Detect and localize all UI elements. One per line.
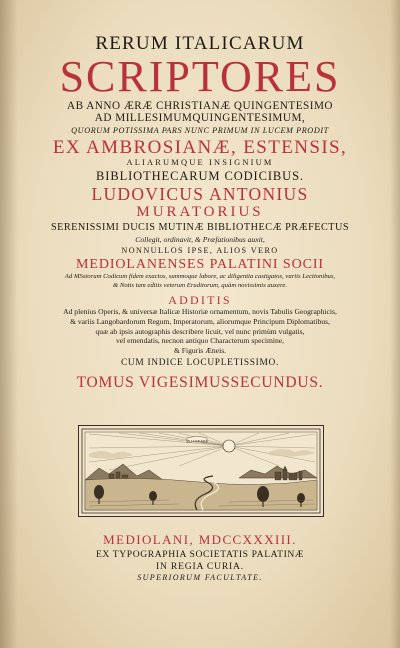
title-line-autographis: quæ ab ipsis autographis describere licuit, vel nunc primùm vulgatis, — [95, 326, 305, 336]
author-line-ludovicus: LUDOVICUS ANTONIUS — [91, 183, 309, 204]
imprint-permission: SUPERIORUM FACULTATE. — [137, 573, 263, 583]
imprint-block — [20, 533, 380, 582]
title-line-aliarumque: ALIARUMQUE INSIGNIUM — [126, 157, 274, 167]
title-line-rerum: RERUM ITALICARUM — [95, 33, 305, 54]
sun-icon — [223, 440, 235, 452]
author-title-line: SERENISSIMI DUCIS MUTINÆ BIBLIOTHECÆ PRÆFECTUS — [50, 222, 350, 234]
title-line-emendatis: vel emendatis, necnon antiquo Characterum specimine, — [115, 336, 285, 346]
title-line-cum-indice: CUM INDICE LOCUPLETISSIMO. — [120, 358, 280, 369]
title-line-nonnullos: NONNULLOS IPSE, ALIOS VERO — [121, 245, 279, 255]
engraving-banner-text: IN LUCE MIA — [186, 438, 208, 443]
spine-shadow — [0, 0, 18, 648]
title-line-ad-millesimum: AD MILLESIMUMQUINGENTESIMUM, — [94, 112, 306, 125]
imprint-location: IN REGIA CURIA. — [156, 560, 244, 572]
title-line-mediolanenses: MEDIOLANENSES PALATINI SOCII — [76, 257, 324, 273]
engraving-vignette — [78, 425, 324, 517]
edge-shadow — [390, 0, 400, 648]
title-line-scriptores: SCRIPTORES — [59, 52, 341, 101]
imprint-place-date: MEDIOLANI, MDCCXXXIII. — [103, 532, 297, 547]
author-line-muratorius: MURATORIUS — [136, 204, 264, 221]
title-line-collegit: Collegit, ordinavit, & Præfationibus auxit, — [135, 235, 265, 245]
title-line-bibliothecarum: BIBLIOTHECARUM CODICIBUS. — [96, 169, 304, 184]
title-line-ad-msstorum: Ad MSstorum Codicum fidem exactos, summoque labore, ac diligentia castigatos, variis Lectionibus, — [64, 273, 336, 281]
title-line-quorum: QUORUM POTISSIMA PARS NUNC PRIMUM IN LUCEM PRODIT — [71, 126, 329, 136]
engraved-landscape-icon — [79, 426, 323, 516]
imprint-printer: EX TYPOGRAPHIA SOCIETATIS PALATINÆ — [95, 549, 305, 560]
title-line-notis: & Notis tam editis veterum Eruditorum, quàm novissimis auxere. — [113, 281, 287, 289]
title-block — [20, 34, 380, 390]
title-line-figuris: & Figuris Æneis. — [173, 345, 227, 355]
title-line-ad-plenius: Ad plenius Operis, & universæ Italicæ Historiæ ornamentum, novis Tabulis Geographicis, — [63, 307, 337, 317]
volume-line-tomus: TOMUS VIGESIMUSSECUNDUS. — [76, 373, 324, 391]
title-line-ex-ambrosianae: EX AMBROSIANÆ, ESTENSIS, — [52, 136, 348, 158]
title-line-ab-anno: AB ANNO ÆRÆ CHRISTIANÆ QUINGENTESIMO — [67, 100, 333, 112]
title-line-langobardorum: & variis Langobardorum Regum, Imperatorum, aliorumque Principum Diplomatibus, — [70, 317, 330, 327]
title-line-additis: ADDITIS — [168, 293, 232, 308]
